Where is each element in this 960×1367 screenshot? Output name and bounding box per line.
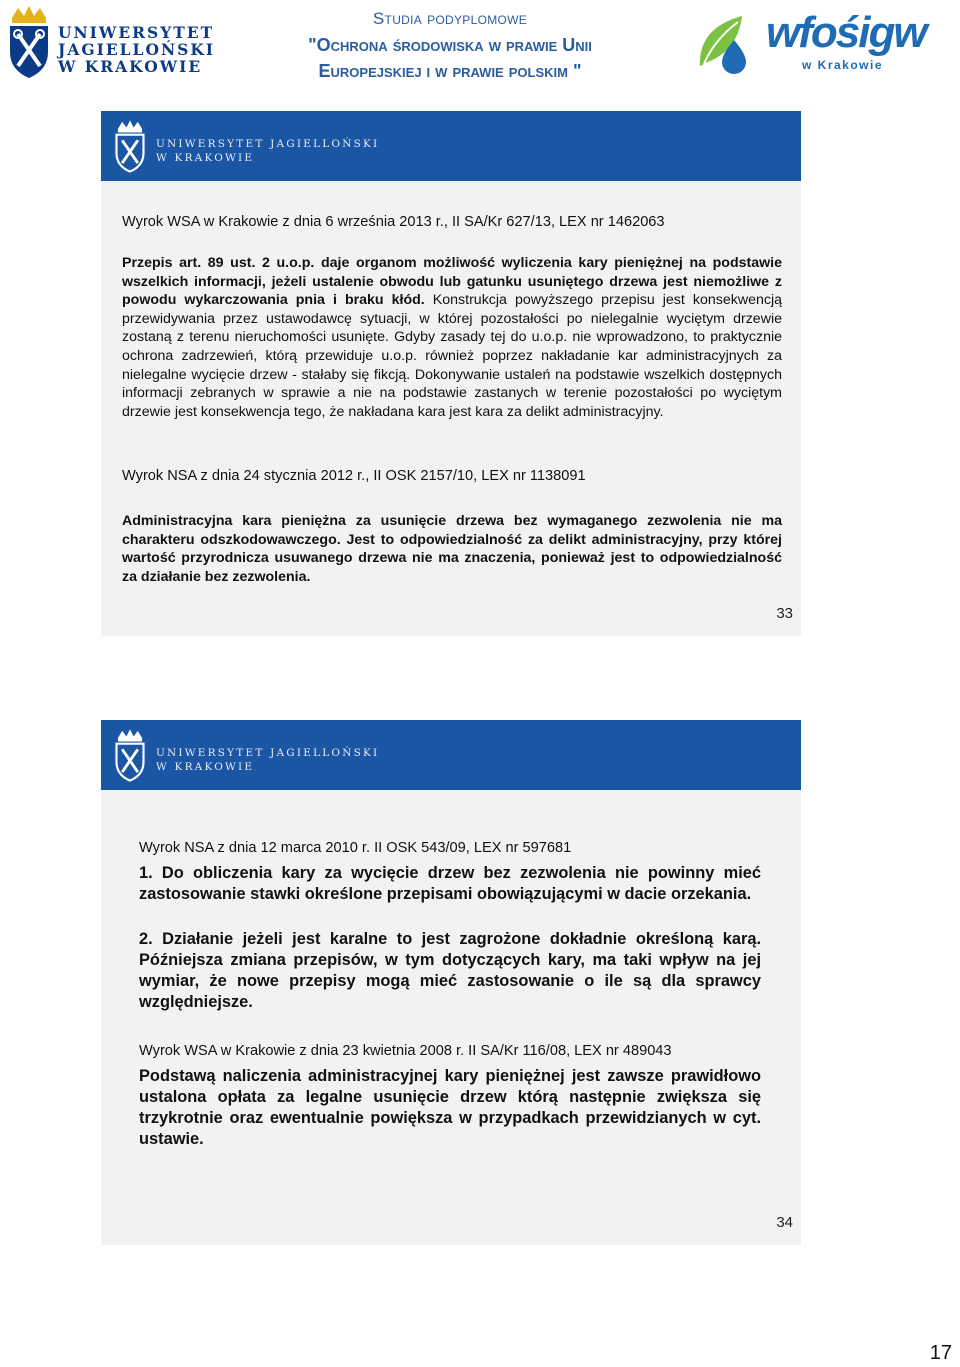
ruling-paragraph-1 [122,254,782,421]
slide-header-line1: UNIWERSYTET JAGIELLOŃSKI [156,138,380,150]
citation-nsa-2012: Wyrok NSA z dnia 24 stycznia 2012 r., II OSK 2157/10, LEX nr 1138091 [122,468,586,484]
slide-page-number: 34 [776,1214,793,1231]
wfosigw-logo-text: wfośigw [766,8,926,57]
document-header [0,0,960,100]
slide-34 [101,720,801,1245]
uj-crest-icon [113,119,147,173]
course-title-line3: Europejskiej i w prawie polskim " [318,61,582,81]
slide-page-number: 33 [776,605,793,622]
uj-logo-line2: JAGIELLOŃSKI [58,40,216,59]
slide-33 [101,111,801,636]
wfosigw-logo-sub: w Krakowie [802,58,884,72]
ruling-paragraph-1-bold: Przepis art. 89 ust. 2 u.o.p. daje organom możliwość wyliczenia kary pieniężnej na podstawie wszelkich informacji, jeżeli ustalenie obwodu lub gatunku usuniętego drzewa jest niemożliwe z powodu wykarczowania pnia i braku kłód. [122,255,782,309]
slide-header-line1: UNIWERSYTET JAGIELLOŃSKI [156,747,380,759]
citation-wsa-2008: Wyrok WSA w Krakowie z dnia 23 kwietnia 2008 r. II SA/Kr 116/08, LEX nr 489043 [139,1043,672,1059]
slide-header-band [101,720,801,790]
document-page-number: 17 [929,1342,952,1364]
uj-logo-line1: UNIWERSYTET [58,23,215,42]
course-title-line1: Studia podyplomowe [372,9,528,28]
ruling-paragraph-1-normal: Konstrukcja powyższego przepisu jest konsekwencją przewidywania przez ustawodawcę sytuacji, w której pozostałości po nielegalnie wyciętym drzewie zostaną z terenu nieruchomości usunięte. Gdyby zasady tej do u.o.p. nie wprowadzono, to praktycznie ochrona zadrzewień, którą przewiduje u.o.p. również poprzez nakładanie kar administracyjnych za nielegalne wycięcie drzew - stałaby się fikcją. Dokonywanie ustaleń na podstawie wszelkich dostępnych informacji zebranych w sprawie a nie na podstawie zastanych w terenie pozostałości po wyciętym drzewie jest konsekwencja tego, że nakładana kara jest kara za delikt administracyjny. [122,292,782,420]
course-title [245,6,655,84]
slide-header-line2: W KRAKOWIE [156,152,255,164]
ruling-paragraph-3: Podstawą naliczenia administracyjnej kary pieniężnej jest zawsze prawidłowo ustalona opłata za legalne usunięcie drzew którą następnie zwiększa się trzykrotnie oraz ewentualnie powiększa w przypadkach przewidzianych w cyt. ustawie. [139,1067,761,1148]
ruling-item-2: 2. Działanie jeżeli jest karalne to jest zagrożone dokładnie określoną karą. Późniejsza zmiana przepisów, w tym dotyczących kary, ma taki wpływ na jej wymiar, że nowe przepisy mogą mieć zastosowanie o ile są dla sprawcy względniejsze. [139,930,761,1011]
uj-logo [6,4,216,82]
slide-header-line2: W KRAKOWIE [156,761,255,773]
citation-wsa-2013: Wyrok WSA w Krakowie z dnia 6 września 2013 r., II SA/Kr 627/13, LEX nr 1462063 [122,214,665,230]
course-title-line2: "Ochrona środowiska w prawie Unii [308,35,592,55]
uj-crest-icon [113,728,147,782]
slide-header-text [156,746,379,774]
uj-logo-line3: W KRAKOWIE [58,57,203,76]
slide-header-band [101,111,801,181]
uj-crest-icon [6,4,52,80]
ruling-item-1: 1. Do obliczenia kary za wycięcie drzew bez zezwolenia nie powinny mieć zastosowanie stawki określone przepisami obowiązującymi w dacie orzekania. [139,864,761,903]
wfosigw-logo [694,8,930,78]
citation-nsa-2010: Wyrok NSA z dnia 12 marca 2010 r. II OSK 543/09, LEX nr 597681 [139,840,572,856]
slide-header-text [156,137,379,165]
leaf-drop-icon [694,10,764,76]
uj-logo-text [58,24,215,75]
ruling-paragraph-2: Administracyjna kara pieniężna za usunięcie drzewa bez wymaganego zezwolenia nie ma charakteru odszkodowawczego. Jest to odpowiedzialność za delikt administracyjny, przy której wartość przyrodnicza usuwanego drzewa nie ma znaczenia, ponieważ jest to odpowiedzialność za działanie bez zezwolenia. [122,513,782,585]
